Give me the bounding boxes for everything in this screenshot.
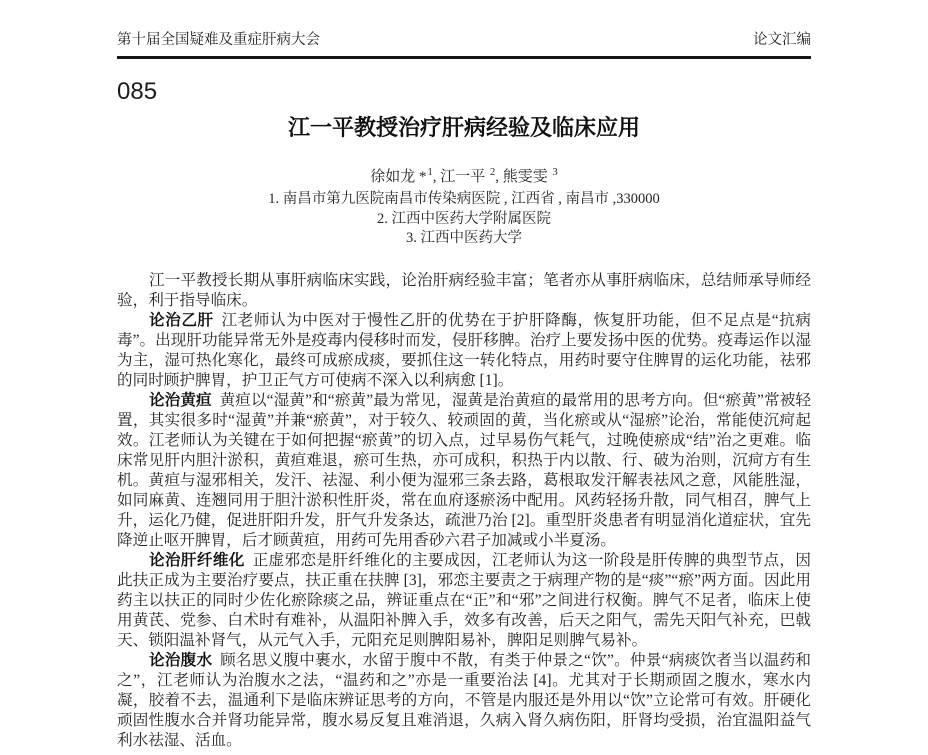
author-name: 江一平 bbox=[440, 169, 486, 185]
abstract-body bbox=[117, 271, 811, 751]
author-affiliation-mark: 1 bbox=[427, 167, 433, 178]
paragraph-text: 江老师认为中医对于慢性乙肝的优势在于护肝降酶，恢复肝功能，但不足点是“抗病毒”。出现肝功能异常无外是疫毒内侵移时而发，侵肝移脾。治疗上要发扬中医的优势。疫毒运作以湿为主，湿可热化寒化，最终可成瘀成痰，要抓住这一转化特点，用药时要守住脾胃的运化功能，祛邪的同时顾护脾胃，护卫正气方可使病不深入以利病愈 [1]。 bbox=[117, 311, 811, 389]
paragraph-jaundice bbox=[117, 391, 811, 551]
authors-line bbox=[117, 163, 811, 187]
paragraph-hepatitis-b bbox=[117, 311, 811, 391]
paragraph-text: 江一平教授长期从事肝病临床实践，论治肝病经验丰富；笔者亦从事肝病临床，总结师承导师经验，利于指导临床。 bbox=[117, 271, 811, 309]
paragraph-liver-fibrosis bbox=[117, 551, 811, 651]
author-separator: , bbox=[432, 169, 441, 185]
header-left-text: 第十届全国疑难及重症肝病大会 bbox=[117, 32, 320, 48]
author-separator: , bbox=[495, 169, 503, 185]
affiliation-line: 3. 江西中医药大学 bbox=[406, 230, 522, 246]
header-divider-rule bbox=[117, 56, 811, 59]
page-header bbox=[117, 30, 811, 50]
paragraph-intro bbox=[117, 271, 811, 311]
paragraph-ascites bbox=[117, 651, 811, 751]
affiliation-line: 2. 江西中医药大学附属医院 bbox=[377, 210, 551, 227]
author-name: 熊雯雯 bbox=[502, 169, 548, 185]
section-label: 论治肝纤维化 bbox=[148, 551, 245, 569]
author-affiliation-mark: 2 bbox=[490, 167, 496, 178]
paragraph-text: 顾名思义腹中裹水，水留于腹中不散，有类于仲景之“饮”。仲景“病痰饮者当以温药和之”，江老师认为治腹水之法，“温药和之”亦是一重要治法 [4]。尤其对于长期顽固之腹水，寒水内凝，胶着不去，温通利下是临床辨证思考的方向，不管是内服还是外用以“饮”立论常可有效。肝硬化顽固性腹水合并肾功能异常，腹水易反复且难消退，久病入肾久病伤阳，肝肾均受损，治宜温阳益气利水祛湿、活血。 bbox=[117, 651, 811, 749]
section-label: 论治乙肝 bbox=[148, 311, 214, 329]
article-number: 085 bbox=[117, 78, 158, 105]
affiliations-block bbox=[117, 190, 811, 249]
author-affiliation-mark: 3 bbox=[552, 167, 558, 178]
section-label: 论治黄疸 bbox=[148, 391, 212, 409]
paper-title: 江一平教授治疗肝病经验及临床应用 bbox=[287, 115, 640, 140]
paragraph-text: 黄疸以“湿黄”和“瘀黄”最为常见，湿黄是治黄疸的最常用的思考方向。但“瘀黄”常被轻置，其实很多时“湿黄”并兼“瘀黄”，对于较久、较顽固的黄，当化瘀或从“湿瘀”论治，常能使沉疴起效。江老师认为关键在于如何把握“瘀黄”的切入点，过早易伤气耗气，过晚使瘀成“结”治之更难。临床常见肝内胆汁淤积，黄疸难退，瘀可生热，亦可成积，积热于内以散、行、破为治则，沉疴方有生机。黄疸与湿邪相关，发汗、祛湿、利小便为湿邪三条去路，葛根取发汗解表祛风之意，风能胜湿，如同麻黄、连翘同用于胆汁淤积性肝炎，常在血府逐瘀汤中配用。风药轻扬升散，同气相召，脾气上升，运化乃健，促进肝阳升发，肝气升发条达，疏泄乃治 [2]。重型肝炎患者有明显消化道症状，宜先降逆止呕开脾胃，后才顾黄疸，用药可先用香砂六君子加减或小半夏汤。 bbox=[117, 391, 811, 549]
paragraph-text: 正虚邪恋是肝纤维化的主要成因，江老师认为这一阶段是肝传脾的典型节点，因此扶正成为主要治疗要点，扶正重在扶脾 [3]，邪恋主要责之于病理产物的是“痰”“瘀”两方面。因此用药主以扶正的同时少佐化瘀除痰之品，辨证重点在“正”和“邪”之间进行权衡。脾气不足者，临床上使用黄芪、党参、白术时有难补，从温阳补脾入手，效多有改善，后天之阳气，需先天阳气补充，巴戟天、锁阳温补肾气，从元气入手，元阳充足则脾阳易补，脾阳足则脾气易补。 bbox=[117, 551, 811, 649]
header-right-text: 论文汇编 bbox=[753, 32, 811, 48]
author-name: 徐如龙 * bbox=[370, 169, 427, 185]
section-label: 论治腹水 bbox=[148, 651, 213, 669]
affiliation-line: 1. 南昌市第九医院南昌市传染病医院 , 江西省 , 南昌市 ,330000 bbox=[268, 191, 660, 207]
